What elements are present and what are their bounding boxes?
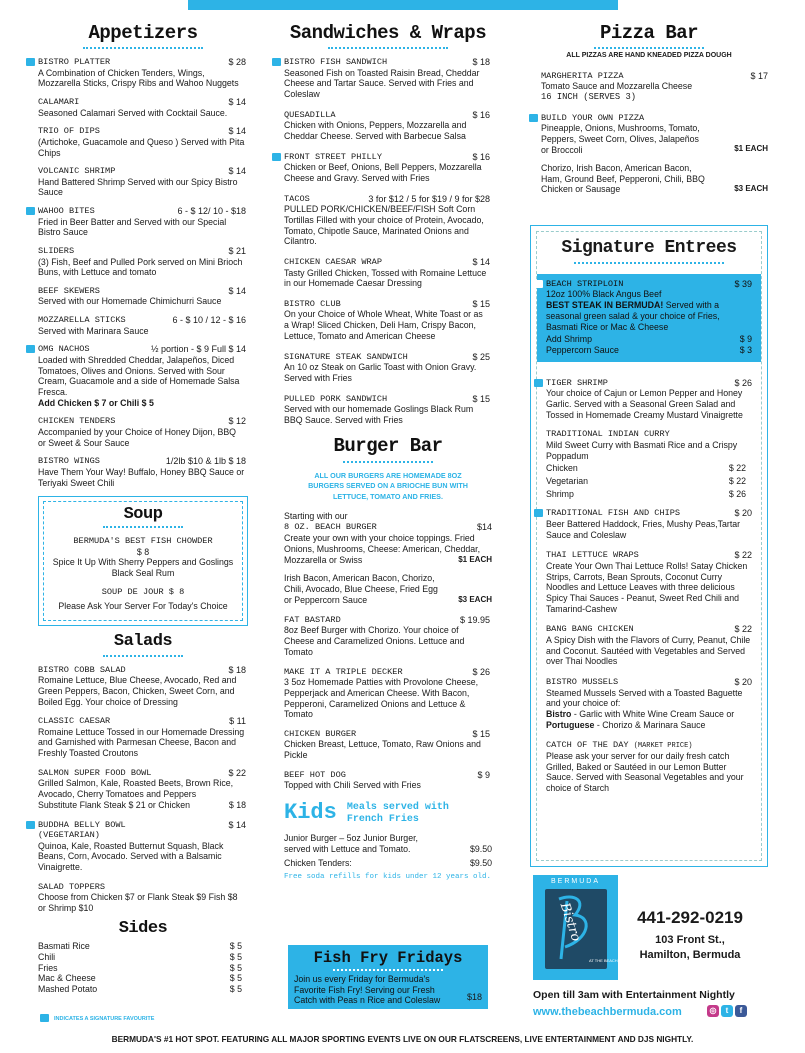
fish-fry-title: Fish Fry Fridays [313,949,463,967]
menu-item-desc: Chicken or Beef, Onions, Bell Peppers, Mozzarella Cheese and Gravy. Served with Fries [284,162,482,183]
top-accent-bar [188,0,618,10]
signature-entrees-box [530,225,768,867]
soup-box [38,496,248,626]
menu-item-extra-row [38,800,246,811]
menu-item-name: OMG NACHOS [38,344,90,355]
menu-item [284,615,492,658]
margherita-size: 16 INCH (SERVES 3) [541,91,637,102]
menu-item [38,286,248,307]
menu-item [284,667,492,720]
side-row [38,941,248,952]
beach-burger-price: $14 [476,521,492,532]
menu-item-header [284,615,490,625]
menu-item-header [284,299,490,309]
curry-option [546,476,746,487]
mussels-opt-1-label: Bistro [546,709,572,720]
soup-de-jour-desc: Please Ask Your Server For Today's Choice [58,601,228,612]
kids-item-name: Junior Burger – 5oz Junior Burger, served with Lettuce and Tomato. [284,832,418,854]
menu-item [284,770,492,791]
menu-item-price: 3 for $12 / 5 for $19 / 9 for $28 [368,193,490,204]
menu-item-desc: (Artichoke, Guacamole and Queso ) Served with Pita Chips [38,136,245,158]
striploin-highlight [537,274,761,362]
menu-item-price: $ 15 [472,393,490,404]
signature-marker-icon [534,509,543,517]
byo-pizza-each-1: $1 EACH [734,144,768,154]
menu-item-desc: Tasty Grilled Chicken, Tossed with Romaine Lettuce in our Homemade Caesar Dressing [284,267,487,289]
menu-item-header [284,729,490,739]
menu-item-desc: Served with Marinara Sauce [38,325,149,336]
menu-item-desc: An 10 oz Steak on Garlic Toast with Onion Gravy. Served with Fries [284,362,477,383]
phone-number[interactable]: 441-292-0219 [637,908,743,927]
kids-list [284,833,492,869]
beach-burger-name: 8 OZ. BEACH BURGER [284,521,377,532]
kids-title: Kids [284,800,337,826]
menu-item [38,126,248,158]
beach-burger-each: $1 EACH [458,555,492,565]
menu-item [38,882,248,914]
side-row [38,984,248,995]
twitter-icon[interactable]: t [721,1005,733,1017]
striploin-name: BEACH STRIPLOIN [546,278,624,289]
menu-item-name: BISTRO PLATTER [38,57,111,68]
menu-item-name: WAHOO BITES [38,206,95,217]
menu-item-desc: On your Choice of Whole Wheat, White Toast or as a Wrap! Sliced Chicken, Deli Ham, Crispy Bacon, Lettuce, Tomato and American Cheese [284,309,483,341]
column-right [530,22,768,194]
byo-pizza-each-2: $3 EACH [734,184,768,194]
fish-chips-price: $ 20 [734,508,752,519]
thai-wraps-price: $ 22 [734,550,752,561]
mussels-price: $ 20 [734,677,752,688]
menu-item-name: VOLCANIC SHRIMP [38,166,116,177]
byo-pizza-toppings: Chorizo, Irish Bacon, American Bacon, Ham, Ground Beef, Pepperoni, Chili, BBQ Chicken or Sausage [541,163,705,195]
menu-item-price: $ 14 [228,166,246,177]
menu-item-name: BEEF HOT DOG [284,769,346,780]
menu-item-header [38,820,246,841]
catch-note: (MARKET PRICE) [633,742,693,751]
menu-item-desc: Romaine Lettuce, Blue Cheese, Avocado, Red and Green Peppers, Bacon, Chicken, Sweet Corn, and Boiled Egg. Your choice of Dressing [38,675,237,707]
mussels-opt-2-label: Portuguese [546,719,595,730]
menu-item [38,665,248,708]
menu-item [38,716,248,759]
menu-item-price: $ 18 [228,664,246,675]
striploin-desc-2: Served with a seasonal green salad & your choice of Fries, Basmati Rice or Mac & Cheese [546,300,720,332]
menu-item [284,394,492,426]
divider [328,47,448,49]
signature-legend: INDICATES A SIGNATURE FAVOURITE [54,1016,154,1023]
menu-item-name: MOZZARELLA STICKS [38,315,126,326]
side-name: Fries [38,962,58,973]
side-price: $ 5 [229,973,242,984]
menu-item [284,57,492,100]
menu-item-name: BISTRO WINGS [38,456,100,467]
column-middle [284,22,492,882]
peppercorn-sauce: Peppercorn Sauce [546,345,619,356]
mussels-opt-1: - Garlic with White Wine Cream Sauce or [571,709,735,720]
fish-fry-desc: Join us every Friday for Bermuda's Favorite Fish Fry! Serving our Fresh Catch with Peas n Rice and Coleslaw [294,973,441,1006]
soup-de-jour: SOUP DE JOUR $ 8 [101,586,185,597]
menu-item-header [38,882,246,892]
menu-item-name: CHICKEN TENDERS [38,416,116,427]
menu-item-desc: 3 5oz Homemade Patties with Provolone Cheese, Pepperjack and American Cheese. With Bacon, Pepperoni, Caramelized Onions and Lettuce & Tomato [284,677,479,720]
menu-item-name: MAKE IT A TRIPLE DECKER [284,666,403,677]
menu-item-header [38,246,246,256]
menu-item-header [284,57,490,67]
divider [574,262,724,264]
mussels-opt-2: - Chorizo & Marinara Sauce [594,719,706,730]
social-icons [707,1005,747,1017]
menu-item-price: $ 12 [228,416,246,427]
menu-item [38,768,248,811]
menu-item [38,166,248,198]
menu-item-name: TRIO OF DIPS [38,126,100,137]
catch-name: CATCH OF THE DAY [546,740,629,751]
facebook-icon[interactable]: f [735,1005,747,1017]
menu-item [284,110,492,142]
menu-item-desc: Accompanied by your Choice of Honey Dijon, BBQ or Sweet & Sour Sauce [38,426,237,448]
kids-header [284,800,492,827]
menu-item-price: $ 19.95 [459,615,490,625]
menu-item-name: TACOS [284,193,310,204]
menu-item-header [38,768,246,778]
curry-option-name: Vegetarian [546,476,589,487]
menu-item-price: $ 18 [472,57,490,68]
fish-chips-name: TRADITIONAL FISH AND CHIPS [546,508,681,519]
menu-item-name: FAT BASTARD [284,615,341,625]
menu-item [38,206,248,238]
menu-item-desc: Choose from Chicken $7 or Flank Steak $9 Fish $8 or Shrimp $10 [38,892,238,913]
menu-item-name: QUESADILLA [284,109,336,120]
divider [594,47,704,49]
signature-marker-icon [272,153,281,161]
curry-options [546,463,752,499]
catch-desc: Please ask your server for our daily fresh catch Grilled, Baked or Sautéed in our Lemon Butter Sauce. Served with Seasonal Vegetables and your choice of Starch [546,751,744,794]
burger-note: ALL OUR BURGERS ARE HOMEMADE 8OZ BURGERS SERVED ON A BRIOCHE BUN WITH LETTUCE, TOMATO AND FRIES. [308,470,468,502]
soup-title: Soup [118,505,169,526]
divider [333,969,443,971]
menu-item-header [284,667,490,677]
mussels-name: BISTRO MUSSELS [546,677,619,688]
kids-subtitle: Meals served with French Fries [346,802,449,825]
beach-burger-desc: Create your own with your choice toppings. Fried Onions, Mushrooms, Cheese: American, Cheddar, Mozzarella or Swiss [284,533,481,565]
kids-row [284,858,492,869]
signature-marker-icon [26,207,35,215]
menu-item-name: CHICKEN CAESAR WRAP [284,257,382,268]
striploin-price: $ 39 [734,278,752,289]
menu-item-price: $ 15 [472,729,490,739]
menu-item-price: $ 25 [472,351,490,362]
menu-item-name: CHICKEN BURGER [284,729,357,739]
menu-item-price: $ 26 [472,666,490,677]
menu-item-desc: Seasoned Calamari Served with Cocktail Sauce. [38,107,228,118]
menu-item-header [284,352,490,362]
menu-item-price: $ 11 [229,716,246,727]
menu-item-desc: Served with our homemade Goslings Black Rum BBQ Sauce. Served with Fries [284,403,474,425]
menu-item-desc: Loaded with Shredded Cheddar, Jalapeños, Diced Tomatoes, Olives and Onions. Served with Sour Cream, Guacamole and a side of Homemade Salsa Fresca. [38,354,240,398]
signature-marker-icon [26,58,35,66]
signature-marker-icon [26,821,35,829]
menu-item-desc: PULLED PORK/CHICKEN/BEEF/FISH Soft Corn Tortillas Filled with your choice of Protein, Avocado, Tomato, Chipotle Sauce, Marinated Onions and Cilantro. [284,204,484,247]
salads-title: Salads [113,631,173,651]
menu-item-desc: Served with our Homemade Chimichurri Sauce [38,296,222,307]
kids-item-price: $9.50 [469,843,492,854]
appetizers-list [38,57,248,488]
column-left [38,22,248,995]
divider [83,47,203,49]
menu-item-name: FRONT STREET PHILLY [284,151,382,162]
menu-item-header [284,152,490,162]
menu-item-header [38,286,246,296]
side-name: Chili [38,952,56,963]
kids-row [284,833,492,854]
margherita-desc: Tomato Sauce and Mozzarella Cheese [541,81,693,92]
striploin-bold: BEST STEAK IN BERMUDA! [546,300,664,311]
menu-item-header [284,770,490,780]
menu-item-desc: 8oz Beef Burger with Chorizo. Your choice of Cheese and Caramelized Onions. Lettuce and Tomato [284,625,465,657]
menu-item-header [38,416,246,426]
menu-item-desc: Romaine Lettuce Tossed in our Homemade Dressing and Garnished with Parmesan Cheese, Bacon and Freshly Toasted Croutons [38,726,245,759]
tiger-shrimp-name: TIGER SHRIMP [546,377,608,388]
burger-addons-each: $3 EACH [458,595,492,605]
tiger-shrimp-desc: Your choice of Cajun or Lemon Pepper and Honey Garlic. Served with a Seasonal Green Salad and Tossed in Homemade Creamy Mustard Vinaigrette [546,388,743,420]
instagram-icon[interactable]: ◎ [707,1005,719,1017]
mussels-desc: Steamed Mussels Served with a Toasted Baguette and your choice of: [546,687,743,709]
pizza-title: Pizza Bar [599,22,699,44]
sandwiches-list [284,57,492,425]
menu-item-header [38,97,246,107]
menu-item-desc: Fried in Beer Batter and Served with our Special Bistro Sauce [38,216,227,238]
menu-item-price: $ 9 [477,769,490,780]
menu-item-name: BISTRO COBB SALAD [38,664,126,675]
menu-item-header [284,110,490,120]
menu-item-extra-price: $ 18 [228,799,246,810]
menu-item-price: ½ portion - $ 9 Full $ 14 [150,344,246,355]
kids-note: Free soda refills for kids under 12 years old. [284,873,492,882]
sides-list [38,941,248,995]
bang-bang-desc: A Spicy Dish with the Flavors of Curry, Peanut, Chile and Coconut. Sautéed with Vegetables and Served over Thai Noodles [546,634,751,667]
menu-item [284,257,492,289]
side-name: Basmati Rice [38,941,90,952]
burger-start: Starting with our [284,510,348,521]
menu-item-name: PULLED PORK SANDWICH [284,393,388,404]
signature-marker-icon [534,379,543,387]
menu-item-header [38,206,246,216]
footer-tagline: BERMUDA'S #1 HOT SPOT. FEATURING ALL MAJOR SPORTING EVENTS LIVE ON OUR FLATSCREENS, LIVE ENTERTAINMENT AND DJS NIGHTLY. [111,1034,694,1044]
fish-fry-box [288,945,488,1009]
menu-item [284,299,492,342]
menu-item-price: $ 14 [228,97,246,108]
kids-item-price: $9.50 [469,858,492,869]
margherita-name: MARGHERITA PIZZA [541,70,624,81]
menu-item-name: BISTRO FISH SANDWICH [284,57,388,68]
add-shrimp: Add Shrimp [546,334,592,345]
menu-item-desc: Hand Battered Shrimp Served with our Spicy Bistro Sauce [38,176,238,198]
address-line-2: Hamilton, Bermuda [639,948,741,961]
curry-option-price: $ 22 [728,476,746,487]
byo-pizza-name: BUILD YOUR OWN PIZZA [541,112,645,123]
curry-option-price: $ 26 [728,488,746,499]
side-price: $ 5 [229,962,242,973]
menu-item-desc: Chicken with Onions, Peppers, Mozzarella and Cheddar Cheese. Served with Barbecue Salsa [284,120,467,142]
curry-desc: Mild Sweet Curry with Basmati Rice and a Crispy Poppadum [546,439,738,461]
menu-item-header [38,166,246,176]
side-price: $ 5 [229,941,242,952]
menu-item-name: SIGNATURE STEAK SANDWICH [284,351,408,362]
side-name: Mashed Potato [38,984,98,995]
menu-item-desc: (3) Fish, Beef and Pulled Pork served on Mini Brioch Buns, with Lettuce and tomato [38,256,243,278]
menu-item-price: $ 21 [228,246,246,257]
menu-item-desc: Seasoned Fish on Toasted Raisin Bread, Cheddar Cheese and Tartar Sauce. Served with Fries and Coleslaw [284,67,480,100]
menu-item-price: $ 16 [472,151,490,162]
tiger-shrimp-price: $ 26 [734,377,752,388]
thai-wraps-name: THAI LETTUCE WRAPS [546,550,639,561]
logo-sub: AT THE BEACH [589,958,618,963]
pizza-note: ALL PIZZAS ARE HAND KNEADED PIZZA DOUGH [566,52,732,60]
menu-item [38,820,248,873]
menu-item-header [284,257,490,267]
menu-item [38,97,248,118]
menu-item-price: $ 22 [228,767,246,778]
salads-list [38,665,248,914]
menu-item-name: SALMON SUPER FOOD BOWL [38,767,152,778]
menu-item-desc: Chicken Breast, Lettuce, Tomato, Raw Onions and Pickle [284,739,481,761]
menu-item-header [38,716,246,726]
menu-item [284,352,492,384]
menu-item [38,57,248,89]
menu-item-desc: Grilled Salmon, Kale, Roasted Beets, Brown Rice, Avocado, Cherry Tomatoes and Peppers [38,778,234,800]
signature-title: Signature Entrees [561,238,737,258]
menu-item-desc: A Combination of Chicken Tenders, Wings, Mozzarella Sticks, Crispy Ribs and Wahoo Nuggets [38,67,239,89]
menu-item-price: $ 16 [472,109,490,120]
menu-item [38,416,248,448]
kids-item-name: Chicken Tenders: [284,858,352,869]
menu-item-name: SLIDERS [38,246,75,257]
menu-item-header [284,394,490,404]
menu-item-header [284,194,490,204]
sides-title: Sides [118,918,168,938]
curry-name: TRADITIONAL INDIAN CURRY [546,429,670,440]
bang-bang-name: BANG BANG CHICKEN [546,624,634,635]
menu-item-price: 6 - $ 12/ 10 - $18 [177,206,246,217]
menu-item-desc: Have Them Your Way! Buffalo, Honey BBQ Sauce or Teriyaki Sweet Chili [38,466,245,488]
menu-item-name: BEEF SKEWERS [38,285,100,296]
chowder-desc: Spice It Up With Sherry Peppers and Goslings Black Seal Rum [52,557,234,578]
striploin-desc: 12oz 100% Black Angus Beef [546,289,662,300]
sandwiches-title: Sandwiches & Wraps [289,22,487,44]
bang-bang-price: $ 22 [734,624,752,635]
side-name: Mac & Cheese [38,973,96,984]
burger-addons: Irish Bacon, American Bacon, Chorizo, Chili, Avocado, Blue Cheese, Fried Egg or Peppercorn Sauce [284,573,438,605]
peppercorn-price: $ 3 [739,345,752,356]
side-price: $ 5 [229,952,242,963]
thai-wraps-desc: Create Your Own Thai Lettuce Rolls! Satay Chicken Strips, Carrots, Bean Sprouts, Coconut Curry Noodles and Lettuce Leaves with three delicious Spicy Thai Sauces - Peanut, Sweet Red Chili and Tamarind-Cashew [546,560,748,614]
curry-option-name: Chicken [546,463,578,474]
side-row [38,973,248,984]
menu-item-price: $ 14 [228,819,246,830]
menu-item-header [38,315,246,325]
menu-item-name: CLASSIC CAESAR [38,716,111,727]
menu-item-header [38,126,246,136]
menu-item-header [38,57,246,67]
menu-item-name: SALAD TOPPERS [38,881,106,892]
divider [343,461,433,463]
signature-marker-icon [26,345,35,353]
appetizers-title: Appetizers [88,22,198,44]
menu-item-price: $ 14 [228,285,246,296]
menu-item [38,456,248,488]
menu-item-price: $ 14 [472,257,490,268]
signature-marker-icon [272,58,281,66]
menu-item-price: 6 - $ 10 / 12 - $ 16 [172,315,246,326]
add-shrimp-price: $ 9 [739,334,752,345]
curry-option [546,489,746,500]
burger-title: Burger Bar [333,435,443,458]
curry-option-price: $ 22 [728,463,746,474]
menu-item [38,246,248,278]
byo-pizza-desc: Pineapple, Onions, Mushrooms, Tomato, Peppers, Sweet Corn, Olives, Jalapeños or Broccoli [541,123,700,155]
menu-item-name: CALAMARI [38,97,80,108]
signature-marker-icon [529,114,538,122]
menu-item [284,152,492,184]
chowder-name: BERMUDA'S BEST FISH CHOWDER [73,536,213,547]
burgers-list [284,615,492,791]
menu-item-extra: Add Chicken $ 7 or Chili $ 5 [38,397,154,408]
menu-item-price: 1/2lb $10 & 1lb $ 18 [165,456,246,467]
signature-marker-icon [40,1014,49,1022]
fish-chips-desc: Beer Battered Haddock, Fries, Mushy Peas,Tartar Sauce and Coleslaw [546,518,741,540]
side-price: $ 5 [229,984,242,995]
curry-option-name: Shrimp [546,488,574,499]
menu-item-price: $ 28 [228,57,246,68]
side-row [38,963,248,974]
address-line-1: 103 Front St., [655,933,725,946]
menu-item-header [38,344,246,354]
menu-item [38,344,248,408]
menu-item-header [38,665,246,675]
contact-block [625,908,755,962]
signature-marker-icon [534,280,543,288]
menu-item [38,315,248,336]
menu-item-header [38,456,246,466]
menu-item [284,194,492,247]
margherita-price: $ 17 [750,70,768,81]
menu-item-name: BISTRO CLUB [284,298,341,309]
side-row [38,952,248,963]
menu-item-desc: Quinoa, Kale, Roasted Butternut Squash, Black Beans, Corn, Avocado. Served with a Balsamic Vinaigrette. [38,840,224,872]
bistro-logo [533,875,618,980]
website-link[interactable]: www.thebeachbermuda.com [533,1006,682,1018]
menu-item-name: BUDDHA BELLY BOWL (VEGETARIAN) [38,819,126,841]
divider [103,655,183,657]
chowder-price: $ 8 [136,546,150,557]
divider [103,526,183,528]
fish-fry-price: $18 [466,992,482,1003]
logo-brand: BERMUDA [550,878,600,885]
menu-item-extra-label: Substitute Flank Steak $ 21 or Chicken [38,799,191,810]
open-hours: Open till 3am with Entertainment Nightly [533,989,735,1001]
logo-script: Bistro [556,901,584,944]
menu-item-price: $ 14 [228,126,246,137]
menu-item-price: $ 15 [472,298,490,309]
menu-item-desc: Topped with Chili Served with Fries [284,780,421,791]
curry-option [546,463,746,474]
menu-item [284,729,492,761]
